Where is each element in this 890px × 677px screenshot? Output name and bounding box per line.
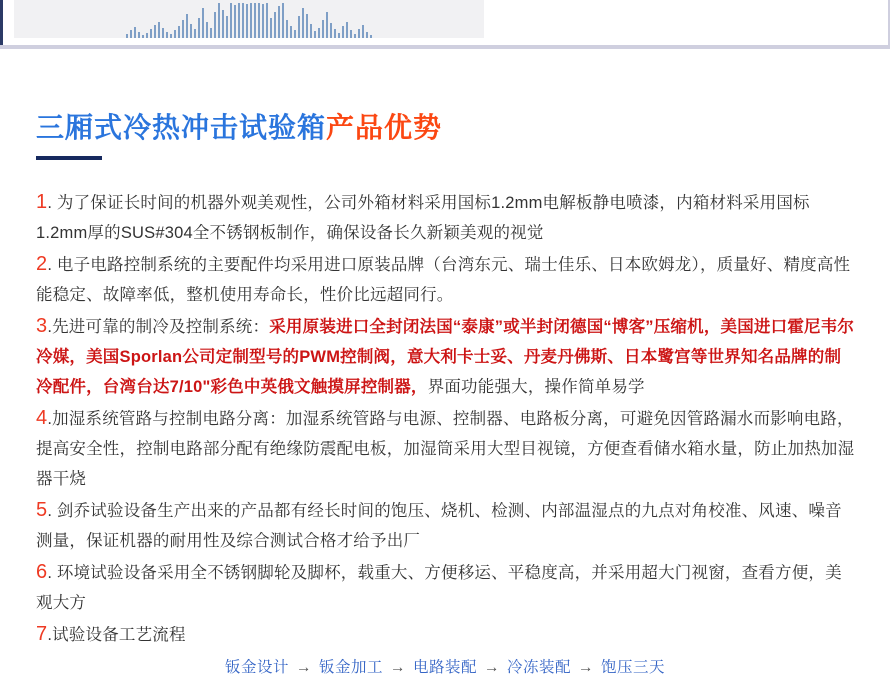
waveform-bar: [126, 34, 128, 38]
waveform-bar: [250, 3, 252, 38]
waveform-bar: [170, 34, 172, 38]
waveform-bar: [326, 12, 328, 38]
item-number: 6: [36, 561, 48, 583]
waveform-bar: [186, 14, 188, 38]
process-flow-line: [0, 655, 890, 677]
waveform-bar: [158, 22, 160, 38]
title-underline: [36, 156, 102, 160]
waveform-bar: [282, 3, 284, 38]
flow-arrow-icon: →: [484, 659, 500, 676]
item-number: 2: [36, 253, 48, 275]
waveform-bar: [230, 3, 232, 38]
waveform-bar: [198, 18, 200, 38]
item-text: 界面功能强大，操作简单易学: [427, 378, 645, 396]
waveform-bar: [318, 28, 320, 38]
waveform-bar: [130, 30, 132, 38]
waveform-bar: [270, 18, 272, 38]
item-text: .试验设备工艺流程: [47, 626, 186, 644]
waveform-bar: [310, 24, 312, 38]
waveform-bar: [358, 29, 360, 38]
item-text: . 电子电路控制系统的主要配件均采用进口原装品牌（台湾东元、瑞士佳乐、日本欧姆龙），质量好、精度高性能稳定、故障率低，整机使用寿命长，性价比远超同行。: [36, 256, 851, 304]
waveform-bar: [142, 35, 144, 38]
waveform-bar: [302, 8, 304, 38]
waveform-bar: [298, 16, 300, 38]
waveform-bar: [278, 6, 280, 38]
flow-arrow-icon: →: [295, 659, 312, 676]
list-item: [36, 311, 856, 402]
item-text: . 剑乔试验设备生产出来的产品都有经长时间的饱压、烧机、检测、内部温湿点的九点对角校准、风速、噪音测量，保证机器的耐用性及综合测试合格才给予出厂: [36, 502, 842, 550]
list-item: [36, 249, 856, 310]
item-number: 4: [36, 407, 48, 429]
waveform-bar: [354, 34, 356, 38]
top-band: [0, 0, 890, 49]
waveform-bar: [322, 20, 324, 38]
flow-arrow-icon: →: [389, 659, 406, 676]
waveform-bar: [262, 4, 264, 38]
flow-step: 饱压三天: [601, 659, 666, 676]
waveform-bar: [362, 25, 364, 38]
item-text: . 为了保证长时间的机器外观美观性，公司外箱材料采用国标1.2mm电解板静电喷漆，内箱材料采用国标1.2mm厚的SUS#304全不锈钢板制作，确保设备长久新颖美观的视觉: [36, 194, 810, 242]
waveform-bar: [226, 16, 228, 38]
waveform-bar: [346, 22, 348, 38]
item-text: .加湿系统管路与控制电路分离：加湿系统管路与电源、控制器、电路板分离，可避免因管路漏水而影响电路，提高安全性，控制电路部分配有绝缘防震配电板，加湿筒采用大型目视镜，方便查看储水箱水量，防止加热加湿器干烧: [36, 410, 855, 488]
waveform-bar: [150, 29, 152, 38]
waveform-bar: [330, 23, 332, 38]
waveform-bar: [218, 3, 220, 38]
page-title: [36, 113, 890, 143]
waveform-bar: [246, 4, 248, 38]
waveform-bar: [274, 12, 276, 38]
waveform-bar: [194, 29, 196, 38]
waveform-bar: [174, 30, 176, 38]
item-number: 7: [36, 623, 48, 645]
left-navy-strip: [0, 0, 3, 45]
flow-step: 钣金设计: [224, 659, 289, 676]
waveform-bar: [162, 28, 164, 38]
item-text: . 环境试验设备采用全不锈钢脚轮及脚杯，载重大、方便移运、平稳度高，并采用超大门视窗，查看方便，美观大方: [36, 564, 842, 612]
item-number: 5: [36, 499, 48, 521]
waveform-bar: [254, 3, 256, 38]
list-item: [36, 403, 856, 494]
waveform-bar: [134, 27, 136, 38]
waveform-bar: [370, 35, 372, 38]
waveform-bar: [266, 3, 268, 38]
item-number: 3: [36, 315, 48, 337]
waveform-bar: [138, 32, 140, 38]
waveform-bar: [258, 3, 260, 38]
waveform-bar: [146, 33, 148, 38]
waveform-bar: [306, 14, 308, 38]
flow-step: 钣金加工: [318, 659, 383, 676]
flow-arrow-icon: →: [578, 659, 595, 676]
item-text: .先进可靠的制冷及控制系统：: [47, 318, 270, 336]
waveform-bar: [210, 28, 212, 38]
waveform-bar: [206, 22, 208, 38]
waveform-bar: [238, 3, 240, 38]
list-item: [36, 557, 856, 618]
flow-step: 冷冻装配: [507, 659, 572, 676]
list-item: [36, 495, 856, 556]
waveform-bar: [166, 32, 168, 38]
waveform-bar: [178, 26, 180, 38]
advantages-list: [36, 187, 856, 650]
waveform-bar: [190, 24, 192, 38]
waveform-bar: [222, 10, 224, 38]
waveform-bar: [286, 20, 288, 38]
page-title-product: 三厢式冷热冲击试验箱: [36, 112, 327, 143]
waveform-bar: [234, 5, 236, 38]
waveform-bar: [314, 31, 316, 38]
waveform-bar: [334, 29, 336, 38]
waveform-bar: [338, 33, 340, 38]
waveform-panel: [14, 0, 484, 38]
flow-step: 电路装配: [412, 659, 477, 676]
title-block: [36, 113, 890, 160]
waveform-bar: [214, 12, 216, 38]
page-title-suffix: 产品优势: [326, 112, 443, 143]
list-item: [36, 187, 856, 248]
waveform-bar: [350, 30, 352, 38]
waveform-bar: [202, 8, 204, 38]
highlighted-text: 采用原装进口全封闭法国“泰康”或半封闭德国“博客”压缩机，美国进口霍尼韦尔冷媒，美国Sporlan公司定制型号的PWM控制阀，意大利卡士妥、丹麦丹佛斯、日本鹭宫等世界知名品牌的制冷配件，台湾台达7/10"彩色中英俄文触摸屏控制器，: [36, 318, 855, 396]
item-number: 1: [36, 191, 48, 213]
waveform-bar: [294, 30, 296, 38]
waveform-bar: [366, 32, 368, 38]
waveform-bar: [242, 3, 244, 38]
waveform-bar: [342, 26, 344, 38]
waveform-bar: [182, 20, 184, 38]
waveform-bar: [154, 25, 156, 38]
waveform-bar: [290, 26, 292, 38]
